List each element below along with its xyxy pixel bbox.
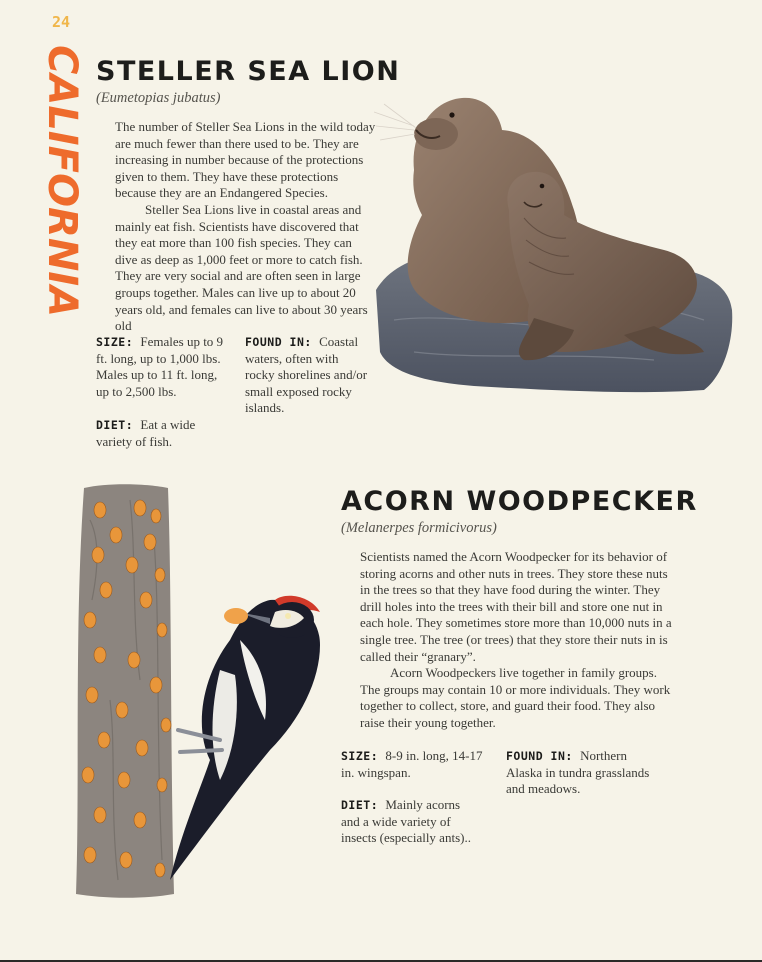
woodpecker-found-in — [506, 748, 651, 798]
woodpecker-scientific-name: (Melanerpes formicivorus) — [341, 520, 497, 536]
sea-lion-paragraph-1: The number of Steller Sea Lions in the wild today are much fewer than there used to be. They are increasing in number because of the protections given to them. They have these protections because they are an Endangered Species. — [115, 119, 376, 201]
sea-lion-found-in — [245, 334, 370, 417]
woodpecker-title: ACORN WOODPECKER — [341, 486, 698, 517]
diet-label: DIET: — [341, 798, 379, 812]
woodpecker-paragraph-1: Scientists named the Acorn Woodpecker for its behavior of storing acorns and other nuts in trees. They store these nuts in the trees so that they have food during the winter. They drill holes into the trees with their bill and store one nut in each hole. They sometimes store more than 10,000 nuts in a single tree. The tree (or trees) that they store their nuts in is called their “granary”. — [360, 549, 672, 664]
sea-lion-diet — [96, 417, 231, 450]
woodpecker-body — [170, 600, 320, 880]
diet-text: Mainly acorns and a wide variety of insects (especially ants).. — [341, 797, 471, 846]
found-in-label: FOUND IN: — [506, 749, 573, 763]
sea-lion-illustration — [374, 90, 736, 395]
sea-lion-paragraph-2: Steller Sea Lions live in coastal areas and mainly eat fish. Scientists have discovered that they eat more than 100 fish species. They can dive as deep as 1,000 feet or more to catch fish. They are very social and are often seen in large groups together. Males can live up to about 20 years old, and females can live to about 30 years old — [115, 201, 368, 334]
woodpecker-size — [341, 748, 491, 781]
diet-text: Eat a wide variety of fish. — [96, 417, 196, 449]
woodpecker-description — [360, 549, 672, 732]
size-text: 8-9 in. long, 14-17 in. wingspan. — [341, 748, 483, 780]
found-in-text: Coastal waters, often with rocky shorelines and/or small exposed rocky islands. — [245, 334, 368, 416]
found-in-label: FOUND IN: — [245, 335, 312, 349]
diet-label: DIET: — [96, 418, 134, 432]
found-in-text: Northern Alaska in tundra grasslands and meadows. — [506, 748, 650, 797]
state-label: CALIFORNIA — [39, 45, 85, 318]
sea-lion-scientific-name: (Eumetopias jubatus) — [96, 90, 221, 106]
size-label: SIZE: — [341, 749, 379, 763]
page-number: 24 — [52, 13, 71, 31]
woodpecker-diet — [341, 797, 471, 847]
sea-lion-size — [96, 334, 231, 400]
sea-lion-title: STELLER SEA LION — [96, 56, 401, 87]
acorn-in-beak — [224, 608, 248, 624]
size-text: Females up to 9 ft. long, up to 1,000 lbs. Males up to 11 ft. long, up to 2,500 lbs. — [96, 334, 224, 399]
sea-lion-description — [115, 119, 377, 335]
woodpecker-paragraph-2: Acorn Woodpeckers live together in family groups. The groups may contain 10 or more individuals. They work together to collect, store, and guard their food. They also raise their young together. — [360, 665, 671, 730]
size-label: SIZE: — [96, 335, 134, 349]
woodpecker-illustration — [70, 480, 330, 900]
